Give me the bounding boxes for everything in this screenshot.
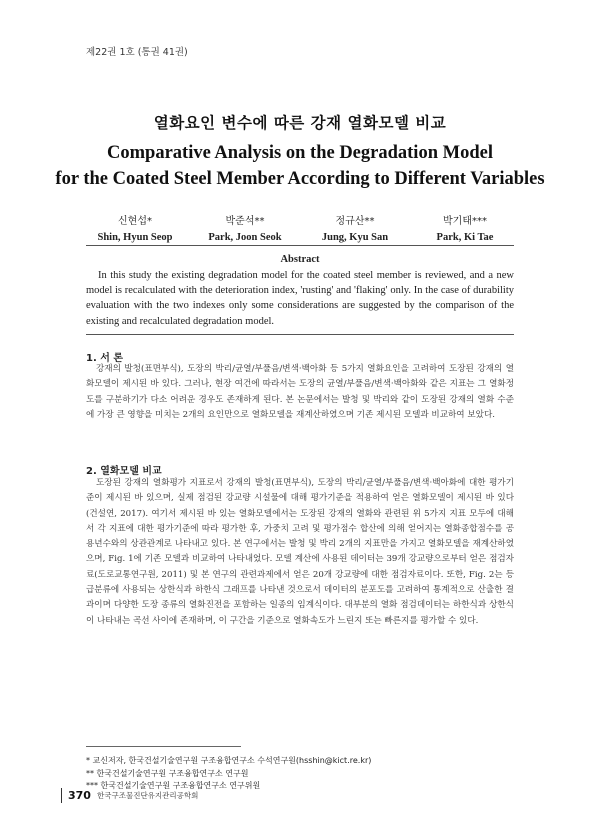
abstract-text: In this study the existing degradation model for the coated steel member is reviewed, and a new model is recalculated with the deterioration index, 'rusting' and 'flaking' only. In the case of durability evaluation with the two indexes only some considerations are suggested by the comparison of the existing and recalculated degradation model. bbox=[86, 270, 514, 327]
footnotes bbox=[86, 755, 371, 793]
footnote-researcher: ** 한국건설기술연구원 구조융합연구소 연구원 bbox=[86, 768, 249, 778]
english-title-line-1: Comparative Analysis on the Degradation Model bbox=[107, 143, 493, 163]
abstract-heading: Abstract bbox=[280, 254, 320, 265]
footnote-rule bbox=[86, 746, 241, 747]
abstract-top-rule bbox=[86, 245, 514, 246]
author-list bbox=[80, 212, 520, 243]
page-number: 370 bbox=[68, 789, 91, 802]
footnote-research-fellow: *** 한국건설기술연구원 구조융합연구소 연구위원 bbox=[86, 781, 261, 790]
author-4 bbox=[410, 212, 520, 243]
author-english-name: Park, Joon Seok bbox=[208, 232, 282, 243]
footnote-corresponding-author: * 교신저자, 한국건설기술연구원 구조융합연구소 수석연구원(hsshin@kict.re.kr) bbox=[86, 756, 372, 765]
author-english-name: Shin, Hyun Seop bbox=[97, 232, 173, 243]
footer-divider bbox=[61, 788, 62, 803]
abstract-bottom-rule bbox=[86, 334, 514, 335]
korean-title: 열화요인 변수에 따른 강재 열화모델 비교 bbox=[153, 114, 447, 132]
author-korean-name: 정규산** bbox=[335, 216, 375, 227]
author-english-name: Jung, Kyu San bbox=[321, 232, 389, 243]
volume-header: 제22권 1호 (통권 41권) bbox=[86, 47, 188, 58]
section-1-body: 강재의 발청(표면부식), 도장의 박리/균열/부풀음/변색·백아화 등 5가지 열화요인을 고려하여 도장된 강재의 열화모델이 제시된 바 있다. 그러나, 현장 여건에 따라서는 도장의 균열/부풀음/변색·백아화와 같은 지표는 그 열화정도를 구분하기가 다소 어려운 경우도 존재하게 된다. 본 논문에서는 발청 및 박리와 같이 도장된 강재의 열화 수준에 가장 큰 영향을 미치는 2개의 요인만으로 열화모델을 재계산하였으며 기존 제시된 모델과 비교하여 보았다. bbox=[86, 364, 514, 420]
author-english-name: Park, Ki Tae bbox=[436, 232, 494, 243]
page-footer bbox=[61, 788, 198, 803]
section-2-title: 2. 열화모델 비교 bbox=[86, 466, 162, 477]
author-korean-name: 박준석** bbox=[225, 216, 265, 227]
author-3 bbox=[300, 212, 410, 243]
author-2 bbox=[190, 212, 300, 243]
author-korean-name: 박기태*** bbox=[443, 216, 487, 227]
journal-name: 한국구조물진단유지관리공학회 bbox=[96, 791, 199, 800]
author-1 bbox=[80, 212, 190, 243]
section-1-title: 1. 서 론 bbox=[86, 353, 124, 364]
section-2-body: 도장된 강재의 열화평가 지표로서 강재의 발청(표면부식), 도장의 박리/균열/부풀음/변색·백아화에 대한 평가기준이 제시된 바 있으며, 실제 점검된 강교량 시설물에 대해 평가기준을 적용하여 얻은 열화모델이 제시된 바 있다(건설연, 2017). 여기서 제시된 바 있는 열화모델에서는 도장된 강재의 열화와 관련된 위 5가지 지표 모두에 대해서 각 지표에 대한 평가기준에 따라 평가한 후, 가중치 고려 및 평가점수 합산에 의해 얻어지는 열화종합점수를 공용년수와의 상관관계로 나타내고 있다. 본 연구에서는 발청 및 박리 2개의 지표만을 가지고 열화모델을 재계산하였으며, Fig. 1에 기존 모델과 비교하여 나타내었다. 모델 계산에 사용된 데이터는 39개 강교량으로부터 얻은 점검자료(도로교통연구원, 2011) 및 본 연구의 관련과제에서 얻은 20개 강교량에 대한 점검자료이다. 또한, Fig. 2는 등급분류에 사용되는 상한식과 하한식 그래프를 나타낸 것으로서 데이터의 분포도를 고려하여 통계적으로 산출한 결과이며 다양한 도장 종류의 열화진전을 포함하는 일종의 임계식이다. 대부분의 열화 점검데이터는 하한식과 상한식이 나타내는 곡선 사이에 존재하며, 이 구간을 기준으로 열화속도가 느린지 또는 빠른지를 평가할 수 있다. bbox=[86, 478, 514, 626]
author-korean-name: 신현섭* bbox=[118, 216, 152, 227]
english-title-line-2: for the Coated Steel Member According to Different Variables bbox=[55, 169, 545, 189]
